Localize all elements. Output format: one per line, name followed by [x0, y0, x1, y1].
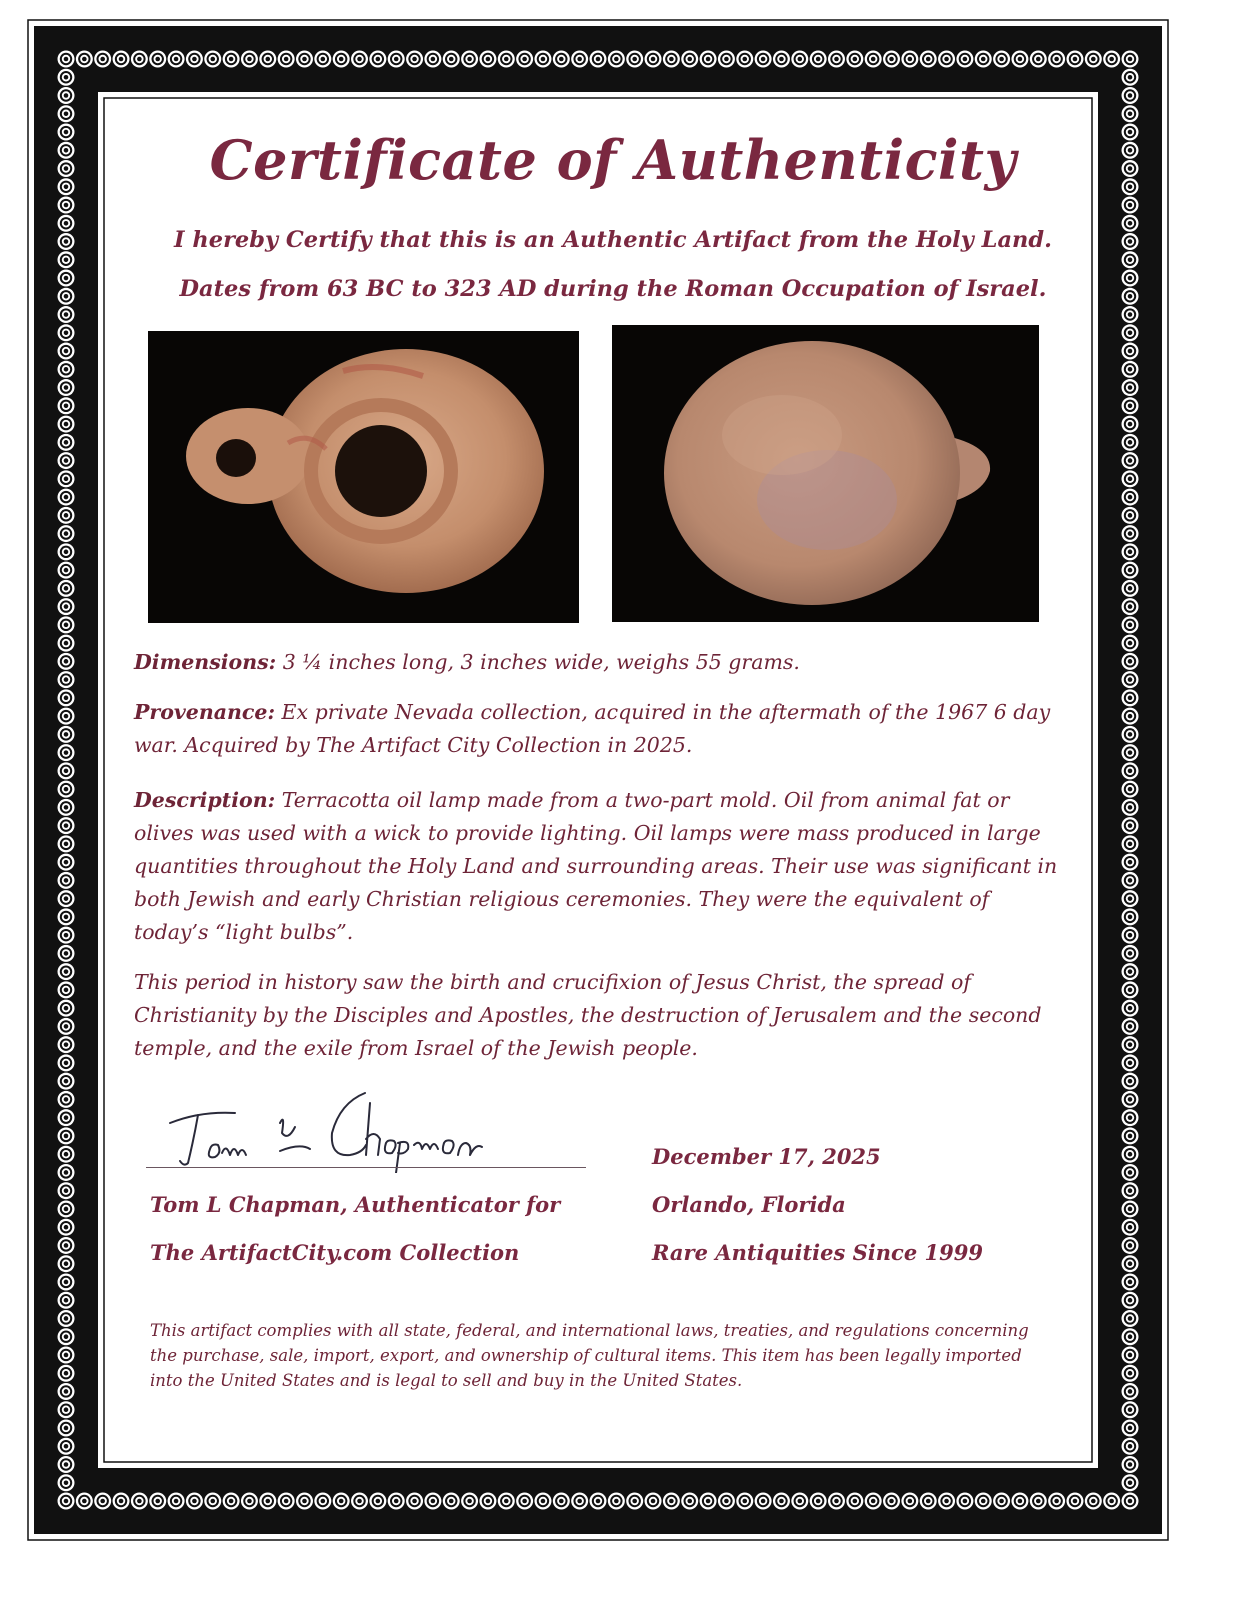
oil-lamp-bottom-photo	[612, 325, 1039, 622]
provenance-value: Ex private Nevada collection, acquired in the aftermath of the 1967 6 day war. Acquired by The Artifact City Collection in 2025.	[134, 700, 1051, 757]
certificate-location: Orlando, Florida	[652, 1192, 846, 1217]
date-range-statement: Dates from 63 BC to 323 AD during the Roman Occupation of Israel.	[179, 276, 1047, 302]
dimensions-label: Dimensions:	[134, 650, 277, 674]
authenticator-name: Tom L Chapman, Authenticator for	[150, 1192, 561, 1217]
description-label: Description:	[134, 788, 276, 812]
certificate-title: Certificate of Authenticity	[209, 128, 1017, 192]
handwritten-signature	[160, 1083, 490, 1173]
filling-hole-icon	[335, 425, 427, 517]
history-paragraph: This period in history saw the birth and crucifixion of Jesus Christ, the spread of Christianity by the Disciples and Apostles, the destruction of Jerusalem and the second temple, and the exile from Israel of the Jewish people.	[134, 970, 1042, 1060]
certification-statement: I hereby Certify that this is an Authentic Artifact from the Holy Land.	[174, 227, 1052, 253]
authenticator-collection: The ArtifactCity.com Collection	[150, 1240, 520, 1265]
legal-notice: This artifact complies with all state, federal, and international laws, treaties, and regulations concerning the purchase, sale, import, export, and ownership of cultural items. This item has been legally imported into the United States and is legal to sell and buy in the United States.	[150, 1321, 1029, 1390]
business-since: Rare Antiquities Since 1999	[652, 1240, 983, 1265]
signature-line	[146, 1167, 586, 1168]
provenance-label: Provenance:	[134, 700, 276, 724]
certificate-date: December 17, 2025	[652, 1144, 881, 1169]
oil-lamp-top-photo	[148, 331, 579, 623]
provenance-section	[134, 696, 1064, 762]
description-section	[134, 784, 1064, 949]
dimensions-section	[134, 646, 1064, 679]
description-value: Terracotta oil lamp made from a two-part mold. Oil from animal fat or olives was used with a wick to provide lighting. Oil lamps were mass produced in large quantities throughout the Holy Land and surrounding areas. Their use was significant in both Jewish and early Christian religious ceremonies. They were the equivalent of today’s “light bulbs”.	[134, 788, 1058, 944]
dimensions-value: 3 ¼ inches long, 3 inches wide, weighs 55 grams.	[276, 650, 800, 674]
wick-hole-icon	[216, 439, 256, 477]
